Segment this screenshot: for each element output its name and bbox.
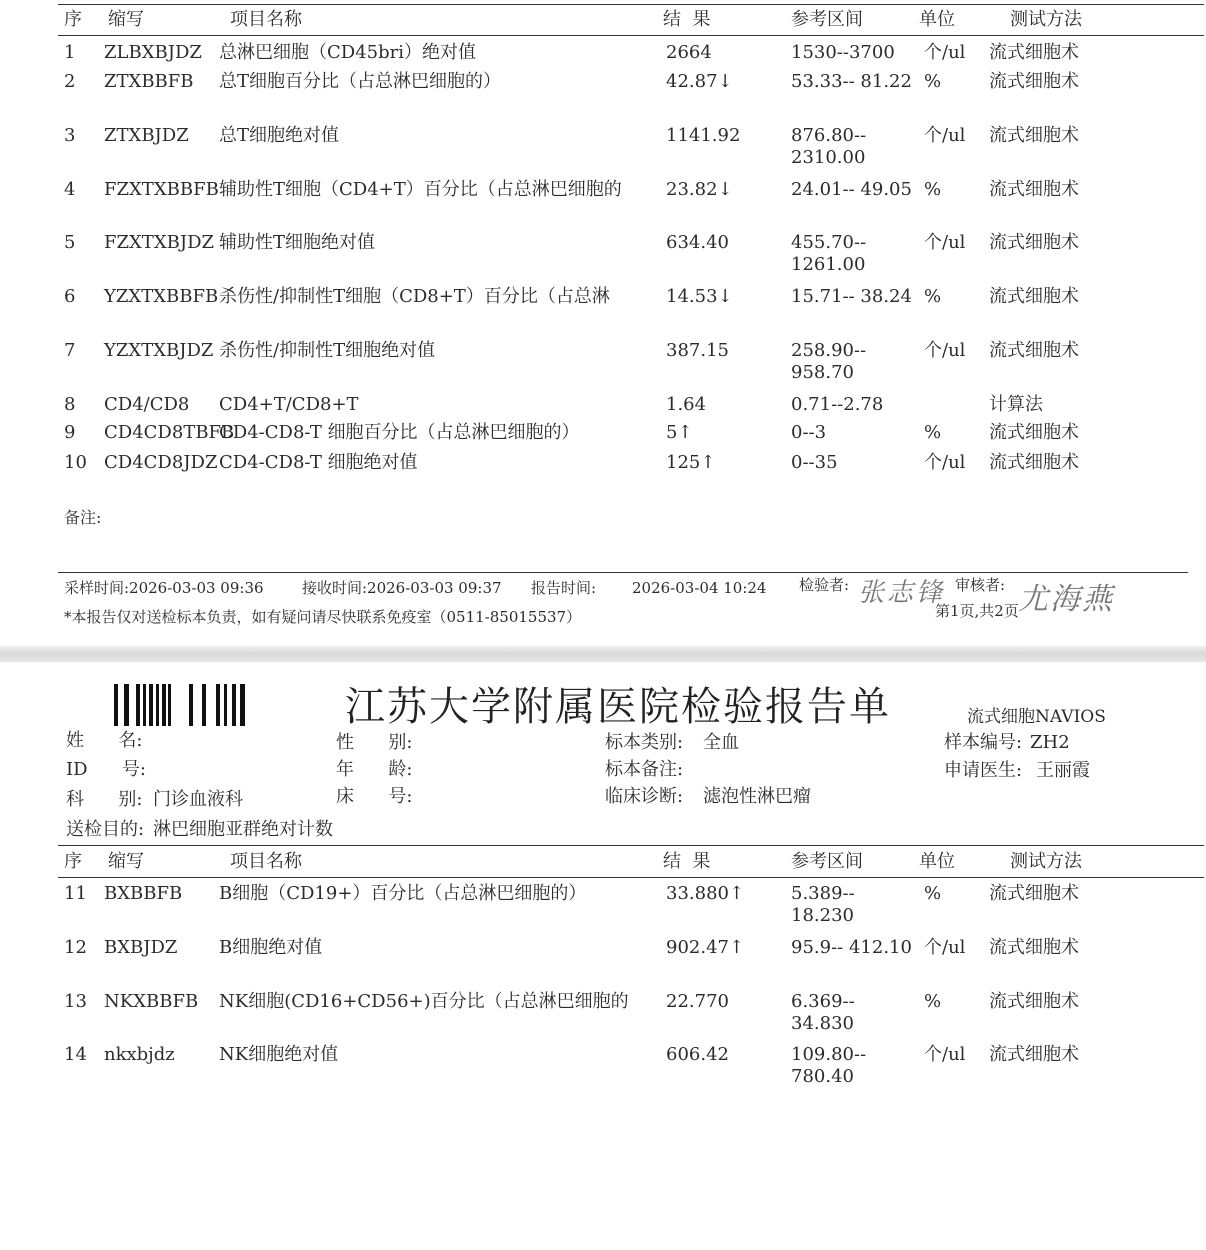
- row-method: 流式细胞术: [989, 232, 1079, 253]
- col-abbr-header: 缩写: [108, 851, 144, 872]
- row-item-name: 杀伤性/抑制性T细胞绝对值: [219, 340, 436, 361]
- row-abbr: NKXBBFB: [104, 991, 199, 1012]
- row-result: 634.40: [666, 232, 729, 253]
- row-reference-range: 109.80-- 780.40: [791, 1044, 867, 1087]
- row-no: 7: [64, 340, 76, 361]
- row-no: 6: [64, 286, 76, 307]
- row-result: 1.64: [666, 394, 707, 415]
- row-method: 流式细胞术: [989, 422, 1079, 443]
- row-result: 42.87↓: [666, 71, 733, 92]
- inspector-label: 检验者:: [799, 576, 850, 594]
- specimen-type-label: 标本类别:: [605, 732, 684, 753]
- col-ref-header: 参考区间: [791, 9, 863, 30]
- table-top-rule: [58, 4, 1204, 5]
- instrument: 流式细胞NAVIOS: [967, 707, 1106, 727]
- row-item-name: CD4+T/CD8+T: [219, 394, 359, 415]
- table-row: [0, 452, 1206, 506]
- row-unit: 个/ul: [924, 937, 966, 958]
- page-info: 第1页,共2页: [935, 602, 1019, 620]
- report-title: 江苏大学附属医院检验报告单: [345, 684, 891, 730]
- purpose-label: 送检目的:: [66, 819, 145, 840]
- row-abbr: FZXTXBBFB: [104, 179, 219, 200]
- row-item-name: 辅助性T细胞绝对值: [219, 232, 376, 253]
- row-item-name: B细胞绝对值: [219, 937, 323, 958]
- row-no: 9: [64, 422, 76, 443]
- row-no: 2: [64, 71, 76, 92]
- row-abbr: FZXTXBJDZ: [104, 232, 215, 253]
- row-item-name: NK细胞(CD16+CD56+)百分比（占总淋巴细胞的: [219, 991, 629, 1012]
- row-result: 125↑: [666, 452, 716, 473]
- row-reference-range: 5.389-- 18.230: [791, 883, 855, 926]
- row-item-name: CD4-CD8-T 细胞百分比（占总淋巴细胞的）: [219, 422, 580, 443]
- row-no: 11: [64, 883, 87, 904]
- row-abbr: YZXTXBJDZ: [104, 340, 214, 361]
- table-row: [0, 937, 1206, 991]
- row-method: 流式细胞术: [989, 286, 1079, 307]
- row-result: 1141.92: [666, 125, 741, 146]
- row-abbr: nkxbjdz: [104, 1044, 175, 1065]
- row-reference-range: 95.9-- 412.10: [791, 937, 912, 958]
- row-no: 13: [64, 991, 87, 1012]
- row-unit: 个/ul: [924, 125, 966, 146]
- row-reference-range: 455.70-- 1261.00: [791, 232, 867, 275]
- row-result: 606.42: [666, 1044, 729, 1065]
- row-unit: 个/ul: [924, 232, 966, 253]
- inspector-signature: 张志锋: [858, 578, 946, 608]
- row-item-name: CD4-CD8-T 细胞绝对值: [219, 452, 418, 473]
- row-item-name: 辅助性T细胞（CD4+T）百分比（占总淋巴细胞的: [219, 179, 622, 200]
- reviewer-label: 审核者:: [955, 576, 1006, 594]
- dept-label: 科 别:: [66, 789, 143, 810]
- diagnosis: 滤泡性淋巴瘤: [703, 786, 811, 807]
- row-method: 流式细胞术: [989, 883, 1079, 904]
- doctor-label: 申请医生:: [944, 760, 1023, 781]
- row-abbr: BXBBFB: [104, 883, 183, 904]
- row-result: 5↑: [666, 422, 693, 443]
- row-abbr: ZTXBBFB: [104, 71, 194, 92]
- name-label: 姓 名:: [66, 730, 143, 751]
- header-rule: [58, 35, 1204, 36]
- barcode: [114, 684, 250, 728]
- row-unit: %: [924, 71, 942, 92]
- row-reference-range: 1530--3700: [791, 42, 895, 63]
- row-no: 14: [64, 1044, 87, 1065]
- disclaimer: *本报告仅对送检标本负责，如有疑问请尽快联系免疫室（0511-85015537）: [64, 608, 582, 626]
- row-method: 流式细胞术: [989, 937, 1079, 958]
- dept: 门诊血液科: [153, 789, 243, 810]
- row-item-name: NK细胞绝对值: [219, 1044, 339, 1065]
- table-row: [0, 232, 1206, 286]
- sample-no-label: 样本编号:: [944, 732, 1023, 753]
- doctor: 王丽霞: [1036, 760, 1090, 781]
- report-time-label: 报告时间:: [531, 579, 597, 597]
- row-reference-range: 0--35: [791, 452, 838, 473]
- row-unit: %: [924, 422, 942, 443]
- row-unit: %: [924, 883, 942, 904]
- report-time: 2026-03-04 10:24: [632, 579, 767, 597]
- col-no-header: 序: [64, 851, 82, 872]
- col-method-header: 测试方法: [1010, 9, 1082, 30]
- page-gap: [0, 646, 1206, 662]
- col-result-header: 结 果: [663, 9, 711, 30]
- row-no: 4: [64, 179, 76, 200]
- bed-label: 床 号:: [336, 786, 413, 807]
- purpose: 淋巴细胞亚群绝对计数: [153, 819, 333, 840]
- row-item-name: 总淋巴细胞（CD45bri）绝对值: [219, 42, 476, 63]
- row-unit: 个/ul: [924, 340, 966, 361]
- row-reference-range: 53.33-- 81.22: [791, 71, 912, 92]
- row-reference-range: 258.90-- 958.70: [791, 340, 867, 383]
- row-method: 流式细胞术: [989, 179, 1079, 200]
- row-no: 10: [64, 452, 87, 473]
- row-abbr: YZXTXBBFB: [104, 286, 219, 307]
- col-name-header: 项目名称: [230, 9, 302, 30]
- diagnosis-label: 临床诊断:: [605, 786, 684, 807]
- sample-time: 采样时间:2026-03-03 09:36: [64, 579, 264, 597]
- table-row: [0, 991, 1206, 1045]
- id-label: ID 号:: [66, 759, 146, 780]
- col-ref-header: 参考区间: [791, 851, 863, 872]
- col-result-header: 结 果: [663, 851, 711, 872]
- row-reference-range: 24.01-- 49.05: [791, 179, 912, 200]
- specimen-type: 全血: [703, 732, 739, 753]
- row-abbr: CD4CD8TBFB: [104, 422, 235, 443]
- specimen-note-label: 标本备注:: [605, 759, 684, 780]
- row-abbr: ZTXBJDZ: [104, 125, 189, 146]
- row-item-name: 杀伤性/抑制性T细胞（CD8+T）百分比（占总淋: [219, 286, 610, 307]
- row-abbr: ZLBXBJDZ: [104, 42, 202, 63]
- row-method: 流式细胞术: [989, 1044, 1079, 1065]
- row-no: 8: [64, 394, 76, 415]
- row-result: 14.53↓: [666, 286, 733, 307]
- age-label: 年 龄:: [336, 759, 413, 780]
- row-result: 33.880↑: [666, 883, 745, 904]
- table-row: [0, 340, 1206, 394]
- row-result: 902.47↑: [666, 937, 745, 958]
- table-row: [0, 286, 1206, 340]
- row-method: 流式细胞术: [989, 71, 1079, 92]
- row-method: 流式细胞术: [989, 340, 1079, 361]
- row-result: 2664: [666, 42, 712, 63]
- row-item-name: 总T细胞百分比（占总淋巴细胞的）: [219, 71, 502, 92]
- row-no: 3: [64, 125, 76, 146]
- row-abbr: CD4/CD8: [104, 394, 190, 415]
- receive-time: 接收时间:2026-03-03 09:37: [302, 579, 502, 597]
- remark-label-text: 备注:: [64, 508, 102, 527]
- row-item-name: B细胞（CD19+）百分比（占总淋巴细胞的）: [219, 883, 587, 904]
- row-abbr: CD4CD8JDZ: [104, 452, 218, 473]
- header-rule-2: [58, 877, 1204, 878]
- table-row: [0, 1044, 1206, 1098]
- table-row: [0, 179, 1206, 233]
- table-row: [0, 883, 1206, 937]
- row-unit: %: [924, 286, 942, 307]
- row-result: 387.15: [666, 340, 729, 361]
- col-no-header: 序: [64, 9, 82, 30]
- row-no: 5: [64, 232, 76, 253]
- row-reference-range: 0--3: [791, 422, 827, 443]
- table-row: [0, 71, 1206, 125]
- row-method: 计算法: [989, 394, 1043, 415]
- report-page-2: [0, 662, 1206, 1250]
- col-unit-header: 单位: [919, 851, 955, 872]
- row-item-name: 总T细胞绝对值: [219, 125, 340, 146]
- row-reference-range: 15.71-- 38.24: [791, 286, 912, 307]
- row-reference-range: 876.80-- 2310.00: [791, 125, 867, 168]
- row-unit: %: [924, 179, 942, 200]
- row-unit: %: [924, 991, 942, 1012]
- reviewer-signature: 尤海燕: [1018, 582, 1114, 617]
- row-method: 流式细胞术: [989, 125, 1079, 146]
- row-result: 22.770: [666, 991, 729, 1012]
- table-row: [0, 125, 1206, 179]
- row-unit: 个/ul: [924, 42, 966, 63]
- row-abbr: BXBJDZ: [104, 937, 178, 958]
- row-method: 流式细胞术: [989, 42, 1079, 63]
- row-no: 12: [64, 937, 87, 958]
- col-abbr-header: 缩写: [108, 9, 144, 30]
- row-method: 流式细胞术: [989, 991, 1079, 1012]
- table-top-rule-2: [58, 845, 1204, 846]
- row-reference-range: 0.71--2.78: [791, 394, 884, 415]
- footer-rule: [58, 572, 1188, 573]
- row-result: 23.82↓: [666, 179, 733, 200]
- row-unit: 个/ul: [924, 452, 966, 473]
- sample-no: ZH2: [1030, 732, 1070, 753]
- col-unit-header: 单位: [919, 9, 955, 30]
- col-method-header: 测试方法: [1010, 851, 1082, 872]
- col-name-header: 项目名称: [230, 851, 302, 872]
- gender-label: 性 别:: [336, 732, 413, 753]
- row-reference-range: 6.369-- 34.830: [791, 991, 855, 1034]
- row-no: 1: [64, 42, 76, 63]
- row-method: 流式细胞术: [989, 452, 1079, 473]
- row-unit: 个/ul: [924, 1044, 966, 1065]
